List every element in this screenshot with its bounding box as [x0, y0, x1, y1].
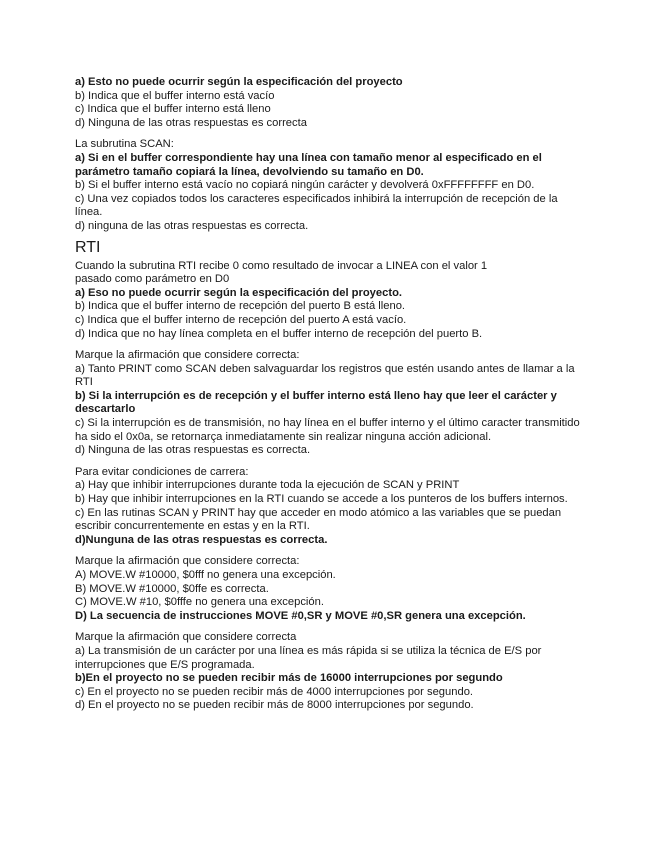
option-c: c) Si la interrupción es de transmisión, no hay línea en el buffer interno y el último caracter transmitido ha sido el 0x0a, se retornarça inmediatamente sin realizar ninguna acción adicional. [75, 417, 580, 443]
question-block-2 [75, 138, 580, 233]
option-d: d) En el proyecto no se pueden recibir más de 8000 interrupciones por segundo. [75, 699, 474, 712]
question-text: Marque la afirmación que considere correcta [75, 631, 297, 644]
option-b: b) Hay que inhibir interrupciones en la RTI cuando se accede a los punteros de los buffers internos. [75, 493, 568, 506]
question-text: La subrutina SCAN: [75, 138, 174, 151]
document-page [75, 76, 580, 713]
option-d: d) Ninguna de las otras respuestas es correcta [75, 116, 307, 129]
question-text: Marque la afirmación que considere correcta: [75, 349, 300, 362]
option-b: b) Si el buffer interno está vacío no copiará ningún carácter y devolverá 0xFFFFFFFF en D0. [75, 179, 535, 192]
option-a: a) Si en el buffer correspondiente hay una línea con tamaño menor al especificado en el parámetro tamaño copiará la línea, devolviendo su tamaño en D0. [75, 151, 542, 178]
option-c: c) En el proyecto no se pueden recibir más de 4000 interrupciones por segundo. [75, 685, 474, 698]
question-text: Marque la afirmación que considere correcta: [75, 555, 300, 568]
option-b: b) Indica que el buffer interno está vacío [75, 89, 275, 102]
question-block-4 [75, 349, 580, 458]
question-block-3 [75, 260, 580, 342]
section-heading: RTI [75, 238, 101, 256]
option-d: d) Indica que no hay línea completa en el buffer interno de recepción del puerto B. [75, 327, 483, 340]
option-c: c) Una vez copiados todos los caracteres especificados inhibirá la interrupción de recepción de la línea. [75, 192, 558, 219]
question-text-line-2: pasado como parámetro en D0 [75, 273, 230, 286]
question-block-1 [75, 76, 580, 130]
option-a: a) La transmisión de un carácter por una línea es más rápida si se utiliza la técnica de E/S por interrupciones que E/S programada. [75, 644, 542, 671]
question-block-6 [75, 555, 580, 623]
question-block-7 [75, 631, 580, 713]
question-text-line-1: Cuando la subrutina RTI recibe 0 como resultado de invocar a LINEA con el valor 1 [75, 259, 488, 272]
option-b: b) Si la interrupción es de recepción y el buffer interno está lleno hay que leer el carácter y descartarlo [75, 389, 557, 416]
option-d: d) Ninguna de las otras respuestas es correcta. [75, 444, 311, 457]
option-d: D) La secuencia de instrucciones MOVE #0,SR y MOVE #0,SR genera una excepción. [75, 609, 526, 622]
option-a: A) MOVE.W #10000, $0fff no genera una excepción. [75, 569, 336, 581]
option-a: a) Eso no puede ocurrir según la especificación del proyecto. [75, 286, 403, 299]
option-c: c) En las rutinas SCAN y PRINT hay que acceder en modo atómico a las variables que se puedan escribir concurrentemente en estas y en la RTI. [75, 506, 562, 533]
option-a: a) Esto no puede ocurrir según la especificación del proyecto [75, 76, 403, 88]
option-b: B) MOVE.W #10000, $0ffe es correcta. [75, 582, 269, 595]
question-block-5 [75, 466, 580, 548]
option-d: d)Nunguna de las otras respuestas es correcta. [75, 533, 328, 546]
option-c: C) MOVE.W #10, $0fffe no genera una excepción. [75, 596, 324, 609]
option-a: a) Hay que inhibir interrupciones durante toda la ejecución de SCAN y PRINT [75, 479, 460, 492]
option-c: c) Indica que el buffer interno de recepción del puerto A está vacío. [75, 313, 407, 326]
option-b: b) Indica que el buffer interno de recepción del puerto B está lleno. [75, 300, 406, 313]
option-d: d) ninguna de las otras respuestas es correcta. [75, 219, 309, 232]
question-text: Para evitar condiciones de carrera: [75, 465, 249, 478]
option-b: b)En el proyecto no se pueden recibir más de 16000 interrupciones por segundo [75, 672, 503, 685]
option-a: a) Tanto PRINT como SCAN deben salvaguardar los registros que estén usando antes de llamar a la RTI [75, 362, 575, 389]
option-c: c) Indica que el buffer interno está lleno [75, 103, 271, 116]
